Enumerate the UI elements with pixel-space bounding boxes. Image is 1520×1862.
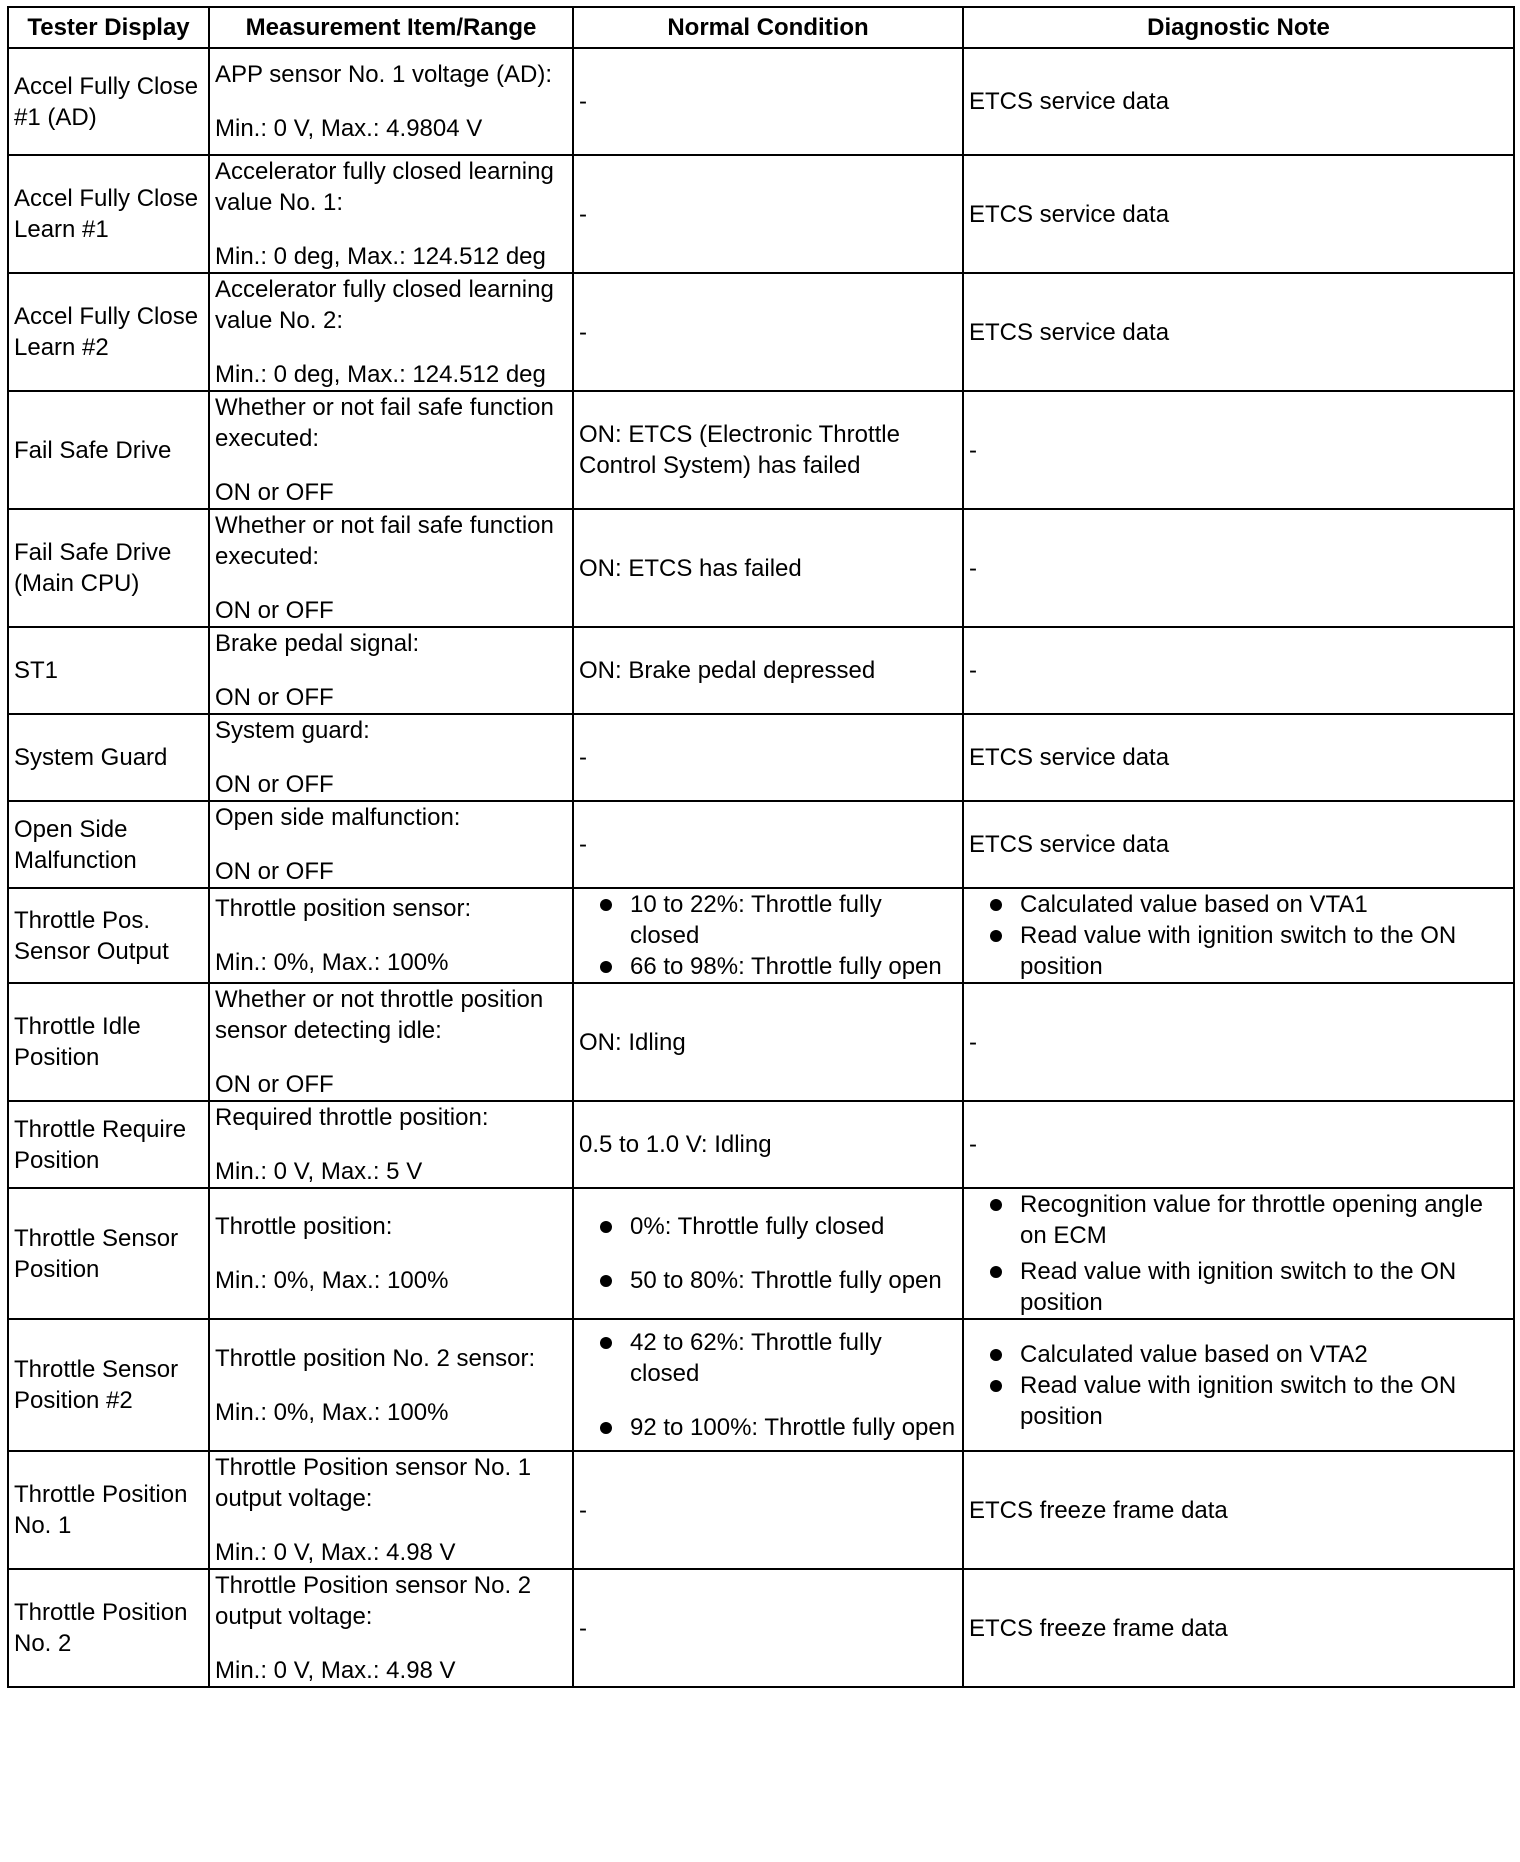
tester-display-cell: Accel Fully Close #1 (AD) — [8, 48, 209, 155]
measurement-range: ON or OFF — [215, 1071, 334, 1098]
measurement-cell — [209, 714, 573, 801]
measurement-item: Accelerator fully closed learning value No. 1: — [215, 158, 554, 216]
diagnostic-note-cell — [963, 1188, 1514, 1319]
normal-condition-cell: 0.5 to 1.0 V: Idling — [573, 1101, 963, 1188]
measurement-range: Min.: 0 deg, Max.: 124.512 deg — [215, 361, 546, 388]
table-row — [8, 714, 1514, 801]
measurement-item: APP sensor No. 1 voltage (AD): — [215, 61, 553, 88]
measurement-cell — [209, 1101, 573, 1188]
measurement-item: Accelerator fully closed learning value No. 2: — [215, 276, 554, 334]
normal-condition-bullet: 50 to 80%: Throttle fully open — [579, 1265, 957, 1296]
measurement-cell — [209, 155, 573, 273]
measurement-cell — [209, 801, 573, 888]
tester-display-cell: Throttle Position No. 1 — [8, 1451, 209, 1569]
diagnostic-note-cell: ETCS freeze frame data — [963, 1451, 1514, 1569]
normal-condition-bullet: 0%: Throttle fully closed — [579, 1211, 957, 1242]
table-row — [8, 391, 1514, 509]
diagnostic-note-cell: - — [963, 983, 1514, 1101]
normal-condition-bullet: 42 to 62%: Throttle fully closed — [579, 1327, 957, 1389]
normal-condition-cell — [573, 1319, 963, 1451]
table-row — [8, 888, 1514, 983]
measurement-cell — [209, 391, 573, 509]
diagnostic-note-cell: ETCS service data — [963, 273, 1514, 391]
measurement-cell — [209, 1569, 573, 1687]
measurement-cell — [209, 1451, 573, 1569]
table-row — [8, 1451, 1514, 1569]
normal-condition-cell: - — [573, 801, 963, 888]
tester-display-cell: Open Side Malfunction — [8, 801, 209, 888]
diagnostic-note-cell: - — [963, 1101, 1514, 1188]
normal-condition-cell: - — [573, 273, 963, 391]
tester-display-cell: Throttle Require Position — [8, 1101, 209, 1188]
tester-display-cell: System Guard — [8, 714, 209, 801]
measurement-range: ON or OFF — [215, 858, 334, 885]
measurement-item: Whether or not fail safe function executed: — [215, 512, 554, 570]
header-normal-condition: Normal Condition — [573, 7, 963, 48]
measurement-item: Throttle position No. 2 sensor: — [215, 1344, 536, 1372]
measurement-cell — [209, 273, 573, 391]
tester-display-cell: ST1 — [8, 627, 209, 714]
measurement-range: ON or OFF — [215, 479, 334, 506]
normal-condition-cell: ON: ETCS (Electronic Throttle Control System) has failed — [573, 391, 963, 509]
table-row — [8, 509, 1514, 627]
measurement-range: Min.: 0%, Max.: 100% — [215, 1398, 449, 1426]
normal-condition-cell: - — [573, 155, 963, 273]
table-row — [8, 983, 1514, 1101]
tester-display-cell: Throttle Position No. 2 — [8, 1569, 209, 1687]
tester-display-cell: Throttle Pos. Sensor Output — [8, 888, 209, 983]
measurement-cell — [209, 509, 573, 627]
tester-display-cell: Accel Fully Close Learn #1 — [8, 155, 209, 273]
measurement-item: Throttle Position sensor No. 2 output voltage: — [215, 1572, 532, 1630]
measurement-item: Whether or not fail safe function executed: — [215, 394, 554, 452]
diagnostic-note-bullet: Calculated value based on VTA1 — [969, 889, 1508, 920]
normal-condition-bullet: 92 to 100%: Throttle fully open — [579, 1412, 957, 1443]
diagnostic-note-cell: - — [963, 627, 1514, 714]
measurement-range: Min.: 0 V, Max.: 4.98 V — [215, 1539, 456, 1566]
diagnostic-note-cell: - — [963, 391, 1514, 509]
diagnostic-note-bullet: Recognition value for throttle opening angle on ECM — [969, 1189, 1508, 1251]
measurement-range: Min.: 0 V, Max.: 4.98 V — [215, 1657, 456, 1684]
measurement-cell — [209, 1188, 573, 1319]
measurement-item: Brake pedal signal: — [215, 630, 420, 657]
table-row — [8, 48, 1514, 155]
measurement-item: System guard: — [215, 717, 370, 744]
table-row — [8, 155, 1514, 273]
measurement-cell — [209, 1319, 573, 1451]
measurement-range: Min.: 0%, Max.: 100% — [215, 1267, 449, 1294]
table-row — [8, 1569, 1514, 1687]
measurement-range: Min.: 0 V, Max.: 4.9804 V — [215, 115, 483, 142]
tester-display-cell: Fail Safe Drive — [8, 391, 209, 509]
diagnostic-note-cell — [963, 888, 1514, 983]
tester-display-cell: Fail Safe Drive (Main CPU) — [8, 509, 209, 627]
normal-condition-cell: ON: Idling — [573, 983, 963, 1101]
diagnostic-note-cell: ETCS service data — [963, 155, 1514, 273]
diagnostic-note-bullet: Read value with ignition switch to the ON position — [969, 920, 1508, 982]
measurement-item: Throttle position sensor: — [215, 895, 472, 922]
tester-display-cell: Accel Fully Close Learn #2 — [8, 273, 209, 391]
normal-condition-cell: - — [573, 48, 963, 155]
measurement-item: Whether or not throttle position sensor detecting idle: — [215, 986, 544, 1044]
measurement-range: Min.: 0 deg, Max.: 124.512 deg — [215, 243, 546, 270]
measurement-range: Min.: 0%, Max.: 100% — [215, 949, 449, 976]
measurement-item: Throttle Position sensor No. 1 output voltage: — [215, 1454, 532, 1512]
header-measurement: Measurement Item/Range — [209, 7, 573, 48]
header-tester-display: Tester Display — [8, 7, 209, 48]
normal-condition-cell — [573, 1188, 963, 1319]
measurement-range: Min.: 0 V, Max.: 5 V — [215, 1158, 423, 1185]
measurement-item: Required throttle position: — [215, 1104, 489, 1131]
diagnostic-note-bullet: Calculated value based on VTA2 — [969, 1339, 1508, 1370]
diagnostic-note-cell: - — [963, 509, 1514, 627]
table-row — [8, 801, 1514, 888]
tester-display-cell: Throttle Sensor Position #2 — [8, 1319, 209, 1451]
tester-display-cell: Throttle Idle Position — [8, 983, 209, 1101]
table-row — [8, 627, 1514, 714]
measurement-range: ON or OFF — [215, 597, 334, 624]
diagnostic-note-cell: ETCS service data — [963, 801, 1514, 888]
diagnostic-note-bullet: Read value with ignition switch to the ON position — [969, 1256, 1508, 1318]
table-row — [8, 1319, 1514, 1451]
table-row — [8, 273, 1514, 391]
diagnostic-note-cell: ETCS service data — [963, 714, 1514, 801]
measurement-cell — [209, 888, 573, 983]
table-row — [8, 1188, 1514, 1319]
normal-condition-cell: - — [573, 1569, 963, 1687]
diagnostic-note-cell: ETCS freeze frame data — [963, 1569, 1514, 1687]
normal-condition-cell — [573, 888, 963, 983]
diagnostic-note-cell — [963, 1319, 1514, 1451]
normal-condition-bullet: 10 to 22%: Throttle fully closed — [579, 889, 957, 951]
measurement-item: Open side malfunction: — [215, 804, 461, 831]
diagnostic-note-bullet: Read value with ignition switch to the ON position — [969, 1370, 1508, 1432]
normal-condition-cell: - — [573, 1451, 963, 1569]
measurement-cell — [209, 627, 573, 714]
normal-condition-bullet: 66 to 98%: Throttle fully open — [579, 951, 957, 982]
table-row — [8, 1101, 1514, 1188]
measurement-item: Throttle position: — [215, 1213, 393, 1240]
diagnostic-note-cell: ETCS service data — [963, 48, 1514, 155]
diagnostic-data-table — [7, 6, 1515, 1688]
header-row — [8, 7, 1514, 48]
normal-condition-cell: - — [573, 714, 963, 801]
measurement-range: ON or OFF — [215, 771, 334, 798]
header-diagnostic-note: Diagnostic Note — [963, 7, 1514, 48]
measurement-cell — [209, 983, 573, 1101]
normal-condition-cell: ON: Brake pedal depressed — [573, 627, 963, 714]
measurement-range: ON or OFF — [215, 684, 334, 711]
tester-display-cell: Throttle Sensor Position — [8, 1188, 209, 1319]
measurement-cell — [209, 48, 573, 155]
normal-condition-cell: ON: ETCS has failed — [573, 509, 963, 627]
